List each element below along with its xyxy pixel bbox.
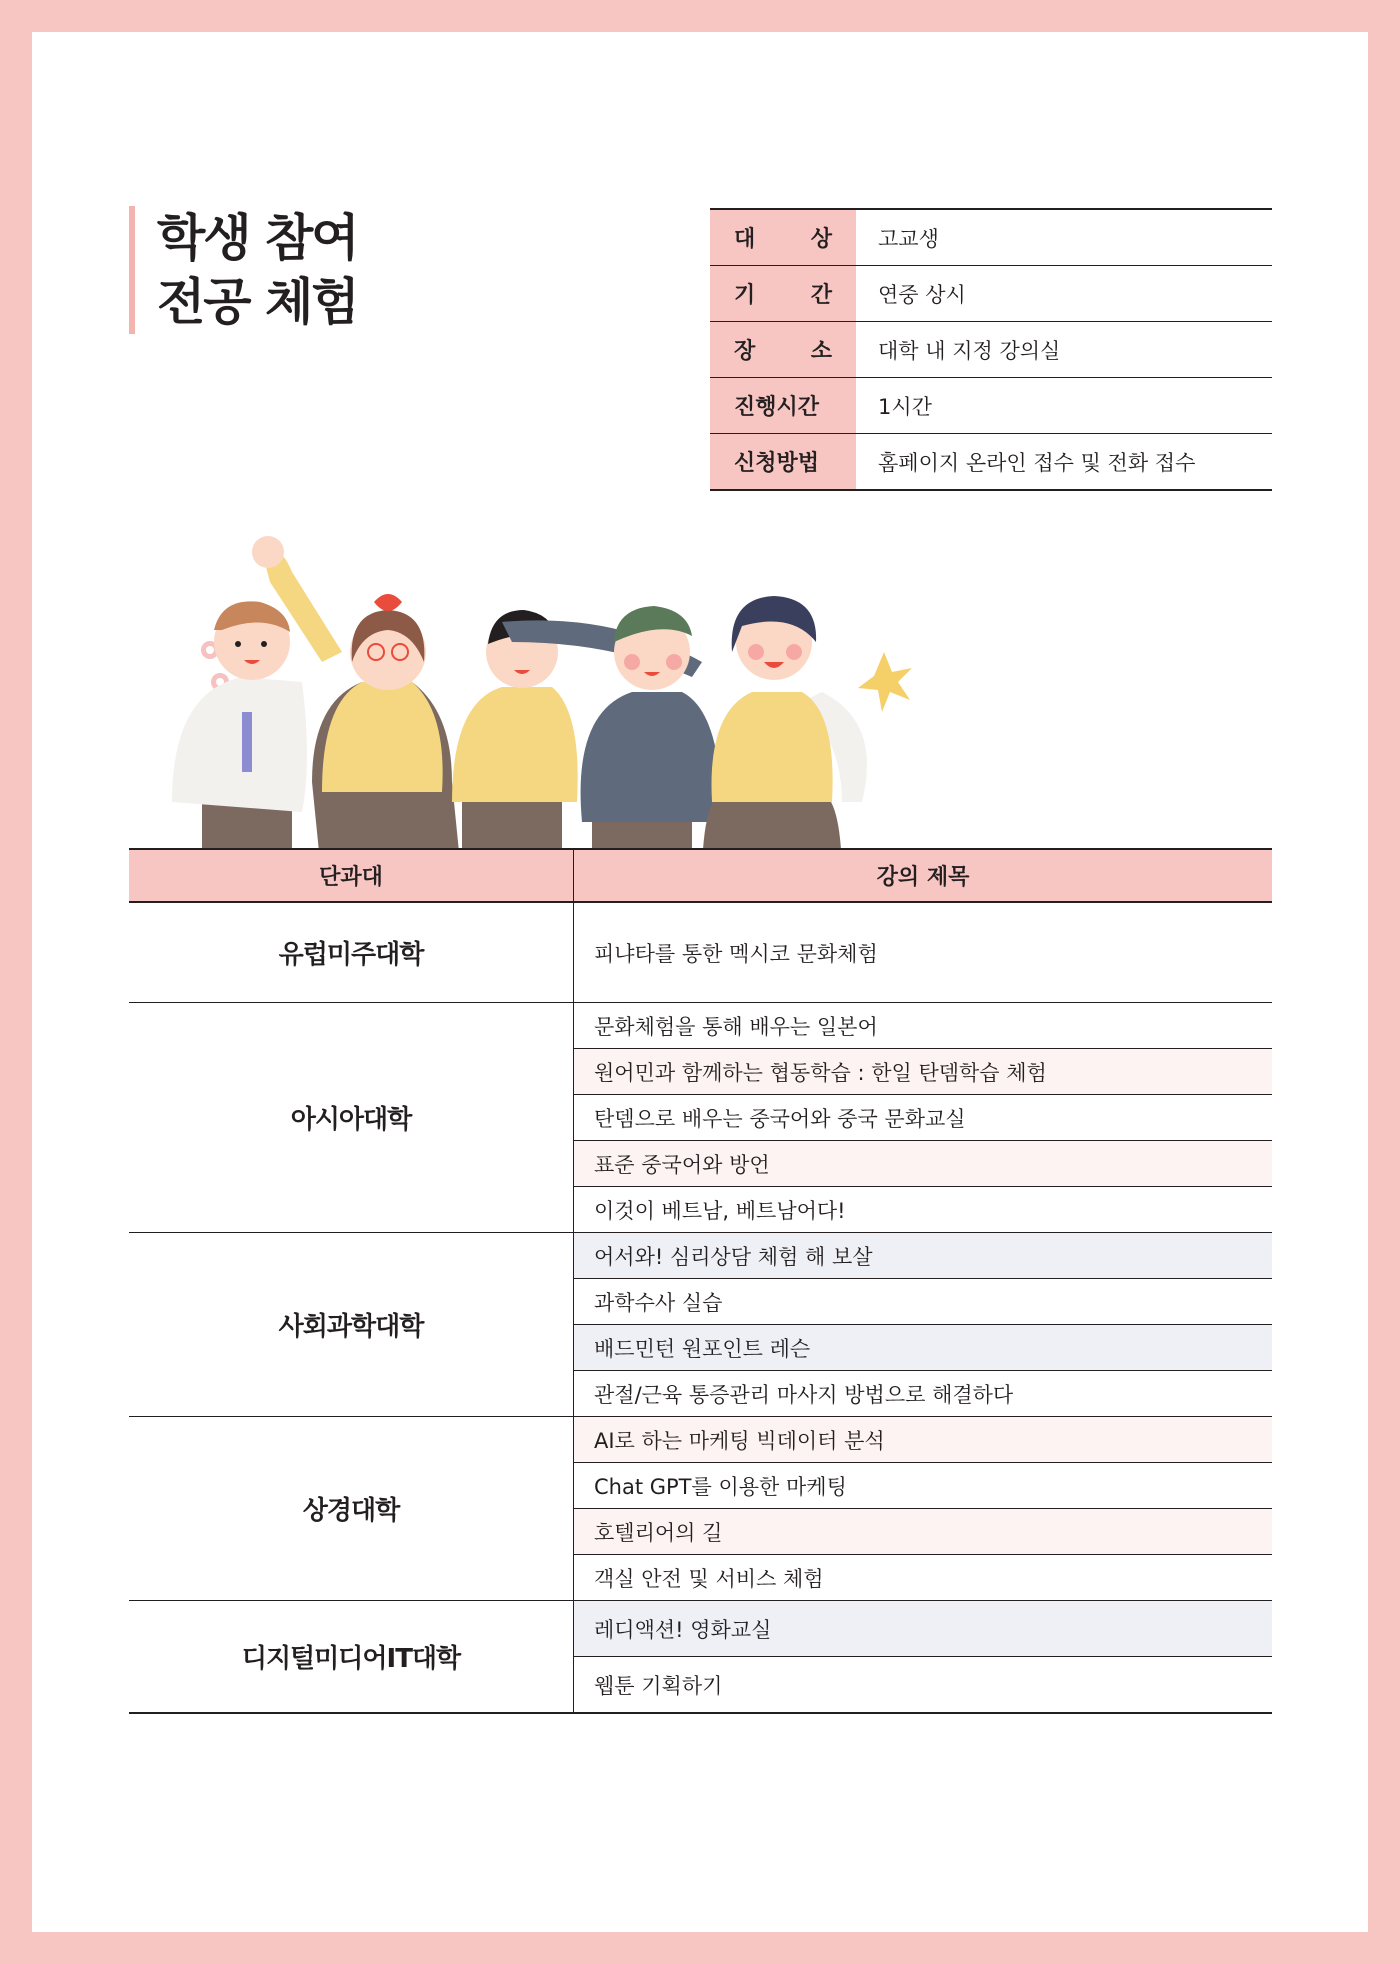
title-line-2: 전공 체험 (157, 273, 358, 331)
title-line-1: 학생 참여 (157, 209, 358, 267)
student-figure (702, 596, 867, 882)
course-title: 원어민과 함께하는 협동학습 : 한일 탄뎀학습 체험 (574, 1049, 1273, 1095)
info-key: 대 상 (710, 209, 856, 266)
course-title: 표준 중국어와 방언 (574, 1141, 1273, 1187)
college-name: 디지털미디어IT대학 (129, 1601, 574, 1714)
course-title: 웹툰 기획하기 (574, 1657, 1273, 1714)
course-title: 배드민턴 원포인트 레슨 (574, 1325, 1273, 1371)
table-header-row (129, 849, 1272, 902)
info-row (710, 434, 1272, 491)
course-title: AI로 하는 마케팅 빅데이터 분석 (574, 1417, 1273, 1463)
student-figure (172, 601, 307, 882)
course-title: 어서와! 심리상담 체험 해 보살 (574, 1233, 1273, 1279)
info-key: 진행시간 (710, 378, 856, 434)
course-table (129, 848, 1272, 1714)
course-title: 객실 안전 및 서비스 체험 (574, 1555, 1273, 1601)
header-college: 단과대 (129, 849, 574, 902)
college-name: 사회과학대학 (129, 1233, 574, 1417)
course-title: 피냐타를 통한 멕시코 문화체험 (574, 902, 1273, 1003)
course-title: 이것이 베트남, 베트남어다! (574, 1187, 1273, 1233)
info-row (710, 322, 1272, 378)
info-value: 홈페이지 온라인 접수 및 전화 접수 (878, 450, 1196, 475)
info-row (710, 266, 1272, 322)
info-key: 장 소 (710, 322, 856, 378)
info-key: 신청방법 (710, 434, 856, 491)
info-row (710, 378, 1272, 434)
header-course: 강의 제목 (574, 849, 1273, 902)
student-figure (452, 610, 578, 882)
page (32, 32, 1368, 1932)
table-row (129, 1417, 1272, 1463)
course-title: 관절/근육 통증관리 마사지 방법으로 해결하다 (574, 1371, 1273, 1417)
info-value: 1시간 (856, 378, 1272, 434)
table-row (129, 902, 1272, 1003)
course-title: 문화체험을 통해 배우는 일본어 (574, 1003, 1273, 1049)
info-row (710, 209, 1272, 266)
info-value: 연중 상시 (856, 266, 1272, 322)
info-value: 고교생 (856, 209, 1272, 266)
course-title: 호텔리어의 길 (574, 1509, 1273, 1555)
page-title (129, 206, 358, 334)
college-name: 상경대학 (129, 1417, 574, 1601)
info-value: 대학 내 지정 강의실 (856, 322, 1272, 378)
college-name: 유럽미주대학 (129, 902, 574, 1003)
table-row (129, 1601, 1272, 1657)
course-title: 레디액션! 영화교실 (574, 1601, 1273, 1657)
table-row (129, 1233, 1272, 1279)
sparkle-icon (858, 652, 912, 712)
students-group-illustration (162, 502, 922, 882)
info-table (710, 208, 1272, 491)
course-title: 과학수사 실습 (574, 1279, 1273, 1325)
table-row (129, 1003, 1272, 1049)
course-title: 탄뎀으로 배우는 중국어와 중국 문화교실 (574, 1095, 1273, 1141)
course-title: Chat GPT를 이용한 마케팅 (574, 1463, 1273, 1509)
college-name: 아시아대학 (129, 1003, 574, 1233)
info-key: 기 간 (710, 266, 856, 322)
